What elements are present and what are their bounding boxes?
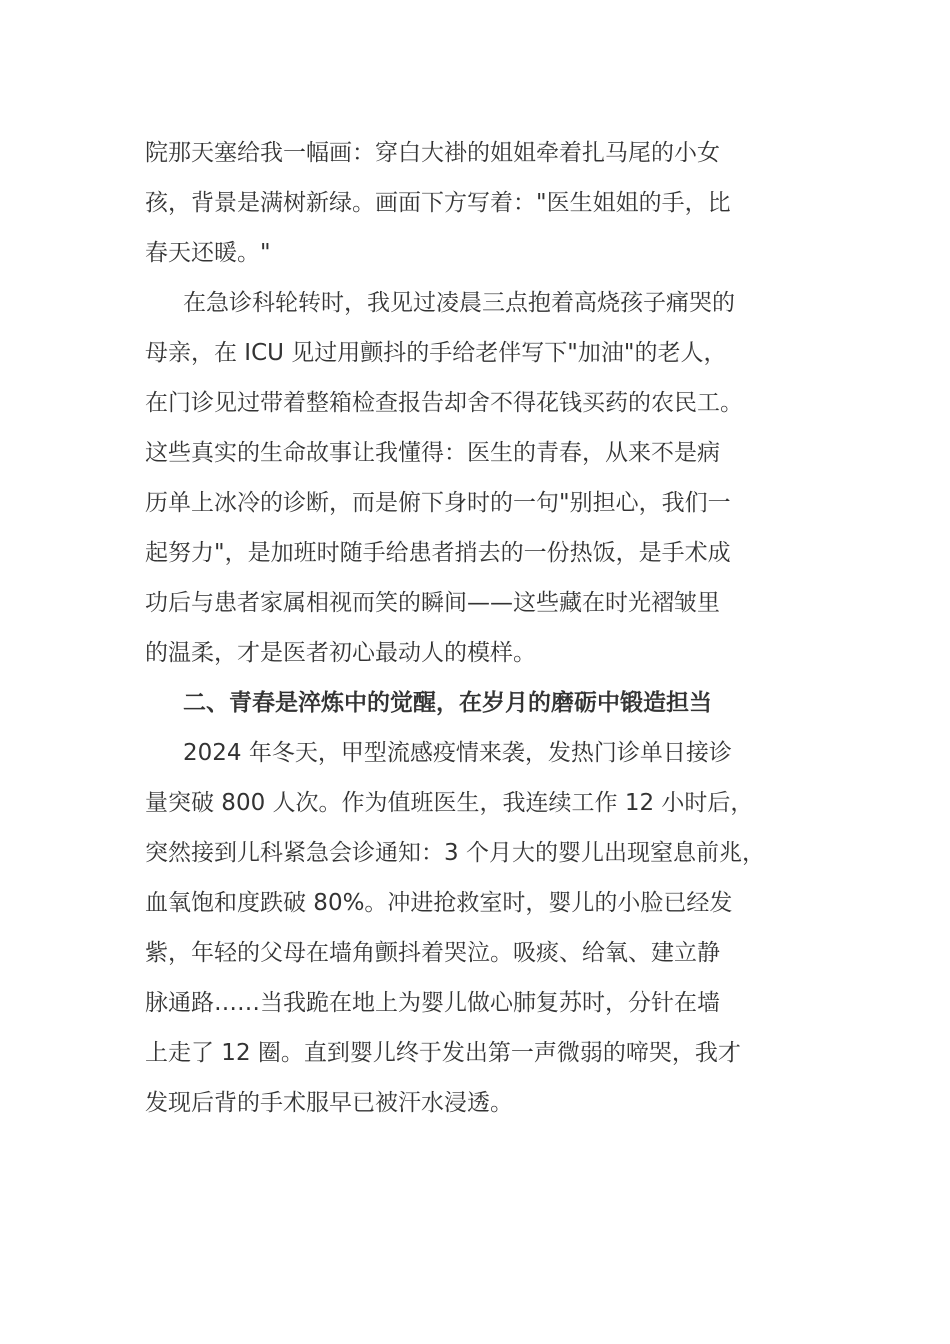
paragraph-line: 上走了 12 圈。直到婴儿终于发出第一声微弱的啼哭，我才: [145, 1040, 741, 1066]
paragraph-line: 起努力"，是加班时随手给患者捎去的一份热饭，是手术成: [145, 540, 731, 566]
paragraph-line: 在门诊见过带着整箱检查报告却舍不得花钱买药的农民工。: [145, 390, 743, 416]
paragraph-line: 孩，背景是满树新绿。画面下方写着："医生姐姐的手，比: [145, 190, 731, 216]
paragraph-line: 脉通路……当我跪在地上为婴儿做心肺复苏时，分针在墙: [145, 990, 720, 1016]
paragraph-line: 紫，年轻的父母在墙角颤抖着哭泣。吸痰、给氧、建立静: [145, 940, 720, 966]
paragraph-line: 历单上冰冷的诊断，而是俯下身时的一句"别担心，我们一: [145, 490, 731, 516]
paragraph-line: 的温柔，才是医者初心最动人的模样。: [145, 640, 536, 666]
document-body: [145, 128, 825, 1128]
paragraph-line: 发现后背的手术服早已被汗水浸透。: [145, 1090, 513, 1116]
paragraph-drawing-gift: [145, 128, 825, 278]
paragraph-line: 量突破 800 人次。作为值班医生，我连续工作 12 小时后，: [145, 790, 754, 816]
paragraph-line: 血氧饱和度跌破 80%。冲进抢救室时，婴儿的小脸已经发: [145, 890, 733, 916]
paragraph-line: 2024 年冬天，甲型流感疫情来袭，发热门诊单日接诊: [183, 740, 732, 766]
paragraph-line: 母亲，在 ICU 见过用颤抖的手给老伴写下"加油"的老人，: [145, 340, 727, 366]
paragraph-emergency-rotation: [145, 278, 825, 678]
paragraph-flu-epidemic: [145, 728, 825, 1128]
paragraph-line: 春天还暖。": [145, 240, 271, 266]
section-heading: 二、青春是淬炼中的觉醒，在岁月的磨砺中锻造担当: [183, 690, 712, 716]
paragraph-line: 功后与患者家属相视而笑的瞬间——这些藏在时光褶皱里: [145, 590, 720, 616]
paragraph-line: 在急诊科轮转时，我见过凌晨三点抱着高烧孩子痛哭的: [183, 290, 735, 316]
paragraph-line: 这些真实的生命故事让我懂得：医生的青春，从来不是病: [145, 440, 720, 466]
paragraph-line: 院那天塞给我一幅画：穿白大褂的姐姐牵着扎马尾的小女: [145, 140, 720, 166]
paragraph-line: 突然接到儿科紧急会诊通知：3 个月大的婴儿出现窒息前兆，: [145, 840, 765, 866]
